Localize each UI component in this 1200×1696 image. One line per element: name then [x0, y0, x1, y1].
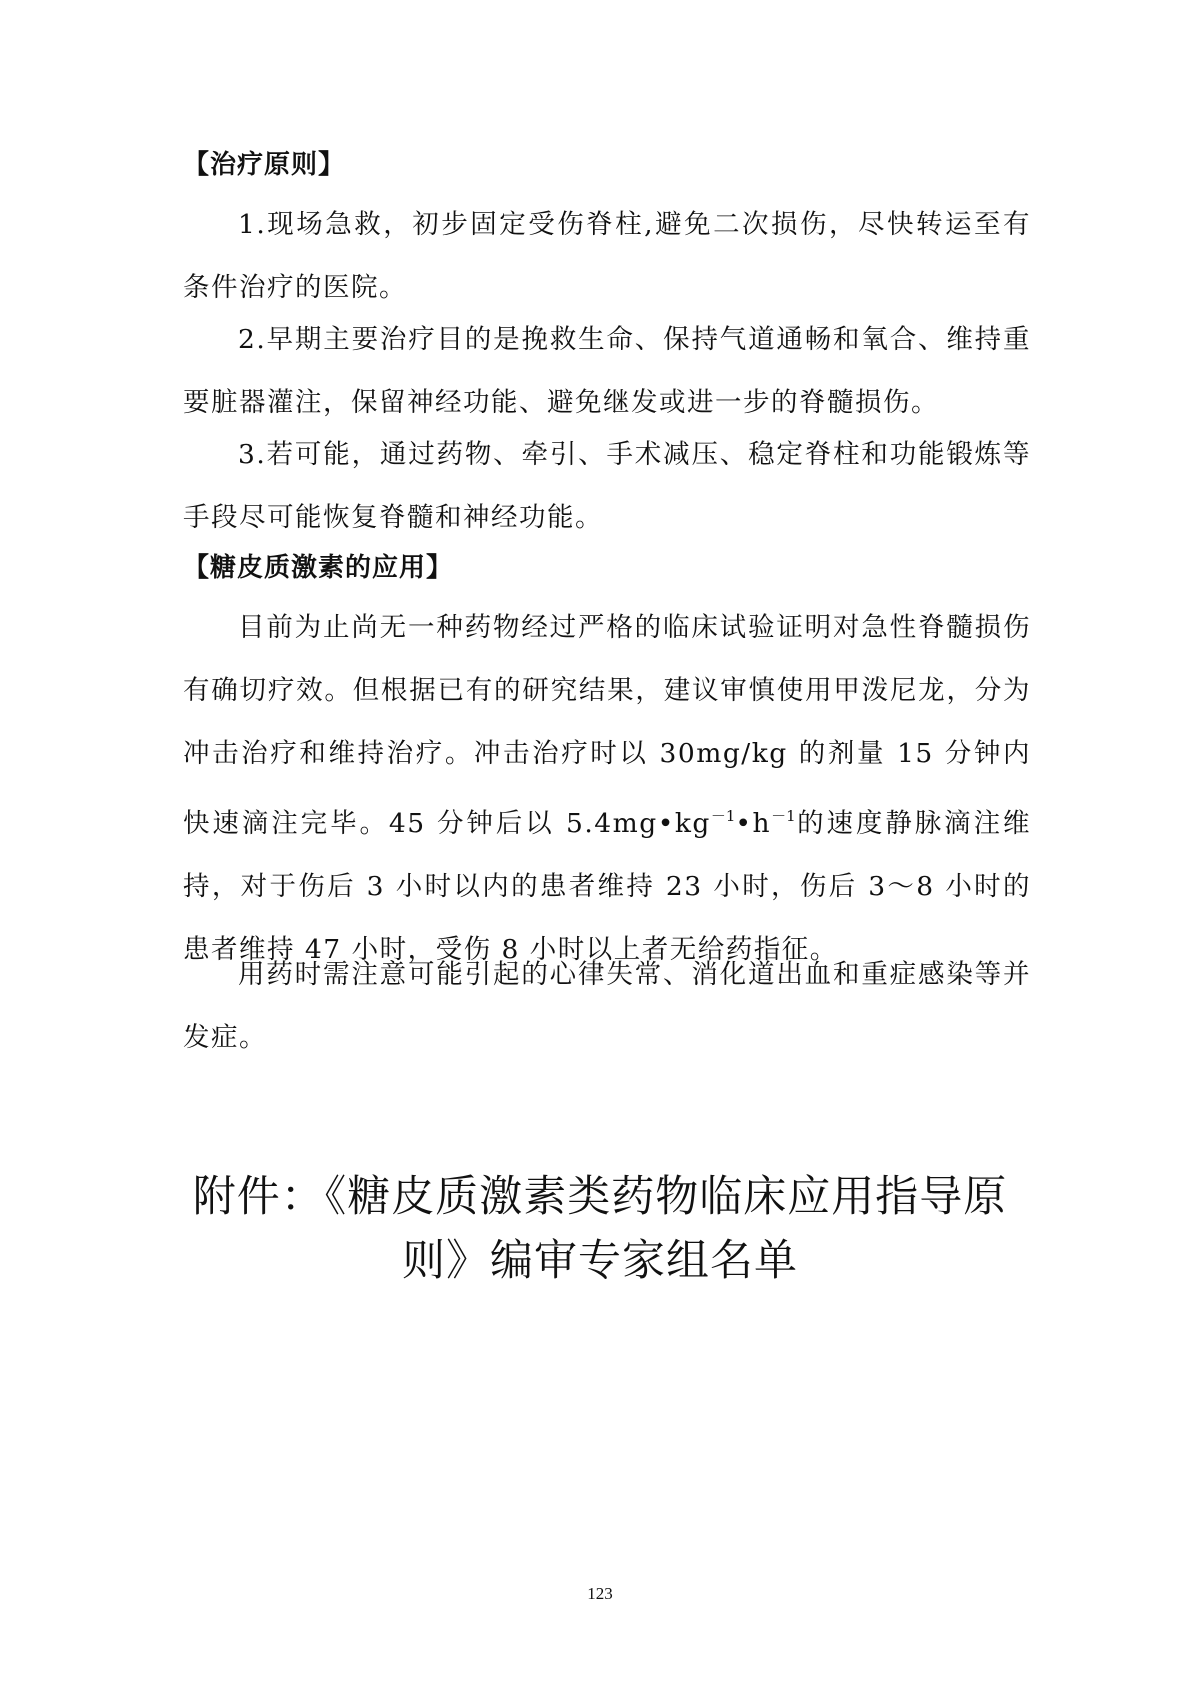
- treatment-item-2: 2.早期主要治疗目的是挽救生命、保持气道通畅和氧合、维持重要脏器灌注，保留神经功能、避免继发或进一步的脊髓损伤。: [183, 324, 1031, 418]
- glucocorticoid-text-part1: 目前为止尚无一种药物经过严格的临床试验证明对急性脊髓损伤有确切疗效。但根据已有的研究结果，建议审慎使用甲泼尼龙，分为冲击治疗和维持治疗。冲击治疗时以 30mg/kg 的剂量 15 分钟内快速滴注完毕。45 分钟后以 5.4mg•kg: [183, 612, 1031, 839]
- treatment-item-3: 3.若可能，通过药物、牵引、手术减压、稳定脊柱和功能锻炼等手段尽可能恢复脊髓和神经功能。: [183, 439, 1031, 533]
- glucocorticoid-heading: 【糖皮质激素的应用】: [183, 553, 454, 583]
- glucocorticoid-paragraph-2: 用药时需注意可能引起的心律失常、消化道出血和重症感染等并发症。: [183, 959, 1031, 1053]
- attachment-title-line-2: 则》编审专家组名单: [402, 1236, 798, 1286]
- superscript-minus-one: －1: [771, 807, 796, 825]
- treatment-principles-heading: 【治疗原则】: [183, 150, 346, 180]
- attachment-title: [150, 1165, 1050, 1293]
- superscript-minus-one: －1: [710, 807, 736, 825]
- glucocorticoid-text-part2: •h: [735, 808, 772, 839]
- attachment-title-line-1: 附件：《糖皮质激素类药物临床应用指导原: [192, 1172, 1008, 1222]
- treatment-item-1: 1.现场急救，初步固定受伤脊柱,避免二次损伤，尽快转运至有条件治疗的医院。: [183, 209, 1031, 303]
- page-number: 123: [587, 1584, 613, 1603]
- glucocorticoid-text-part3: 的速度静脉滴注维持，对于伤后 3 小时以内的患者维持 23 小时，伤后 3～8 小时的患者维持 47 小时，受伤 8 小时以上者无给药指征。: [183, 808, 1031, 965]
- glucocorticoid-paragraph-1: [183, 596, 1031, 981]
